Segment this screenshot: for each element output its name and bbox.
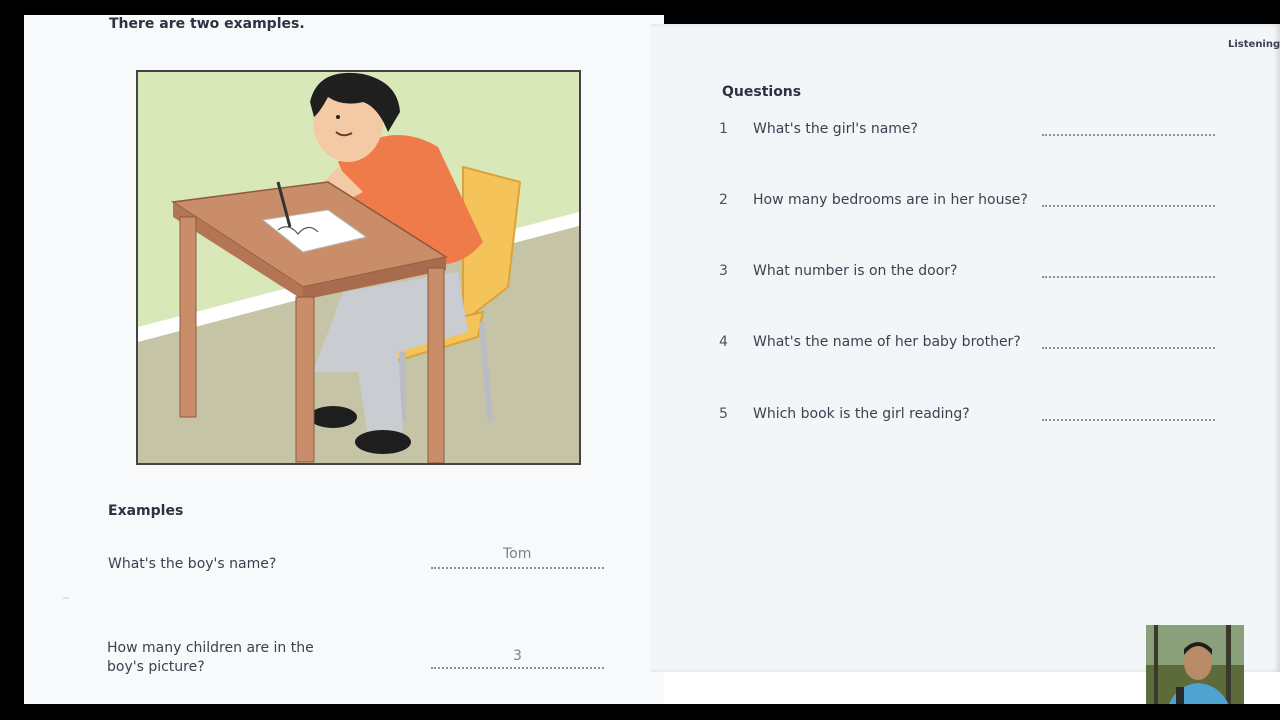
answer-line [1042, 205, 1215, 207]
question-text: Which book is the girl reading? [753, 406, 970, 422]
example-picture [136, 70, 581, 465]
desk-leg [428, 268, 444, 463]
answer-line [1042, 419, 1215, 421]
example-answer-2: 3 [513, 648, 522, 664]
questions-title: Questions [722, 84, 802, 100]
question-number: 1 [719, 121, 728, 137]
answer-line [1042, 347, 1215, 349]
shoe [309, 406, 357, 428]
example-question-2: How many children are in the boy's picture? [107, 640, 314, 675]
answer-line [431, 667, 604, 669]
example-answer-1: Tom [503, 546, 532, 562]
examples-title: Examples [108, 503, 184, 519]
question-number: 4 [719, 334, 728, 350]
question-row-5 [719, 406, 1219, 428]
question-text: How many bedrooms are in her house? [753, 192, 1028, 208]
boy-writing-illustration [138, 72, 579, 463]
question-row-2 [719, 192, 1219, 214]
desk-leg [296, 297, 314, 462]
question-text: What's the girl's name? [753, 121, 918, 137]
question-row-1 [719, 121, 1219, 143]
answer-line [1042, 276, 1215, 278]
shoe [355, 430, 411, 454]
intro-text: There are two examples. [109, 16, 305, 32]
question-text: What number is on the door? [753, 263, 958, 279]
desk-leg [180, 217, 196, 417]
video-bottom-bar [0, 704, 1280, 720]
question-number: 5 [719, 406, 728, 422]
answer-line [431, 567, 604, 569]
question-text: What's the name of her baby brother? [753, 334, 1021, 350]
margin-mark: ~ [62, 594, 70, 604]
boy-eye [336, 115, 340, 119]
question-number: 2 [719, 192, 728, 208]
example-question-1: What's the boy's name? [108, 556, 277, 572]
question-row-4 [719, 334, 1219, 356]
section-label: Listening [1228, 39, 1280, 50]
question-number: 3 [719, 263, 728, 279]
video-top-bar [0, 0, 1280, 15]
question-row-3 [719, 263, 1219, 285]
answer-line [1042, 134, 1215, 136]
